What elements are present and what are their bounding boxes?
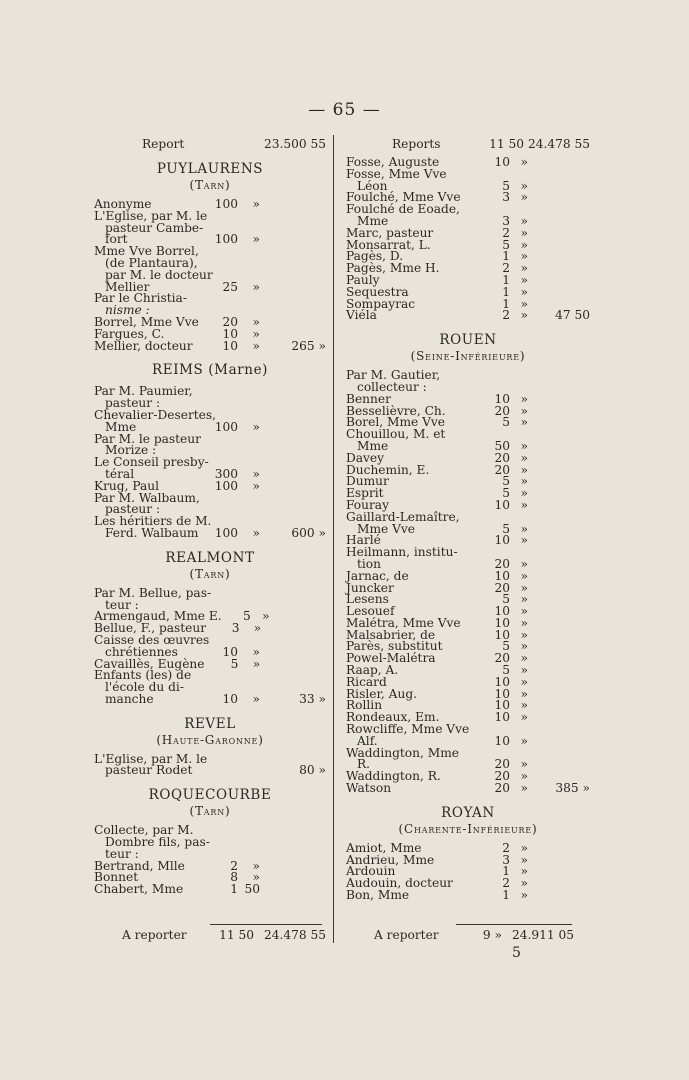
entry-name: pasteur Cambe-: [105, 220, 204, 235]
entry-cents: »: [520, 438, 528, 453]
report-label: Reports: [392, 137, 441, 151]
entry-name: Borrel, Mme Vve: [94, 314, 199, 329]
report-label: Report: [142, 137, 185, 151]
entry-row: [346, 724, 590, 736]
entry-name: nisme :: [105, 303, 150, 318]
entry-name: Par M. Bellue, pas-: [94, 585, 212, 600]
entry-row: [346, 686, 590, 701]
entry-name: Ferd. Walbaum: [105, 525, 199, 540]
entry-amount: 20: [494, 403, 510, 418]
entry-name: Heilmann, institu-: [346, 545, 458, 560]
entry-cents: »: [252, 279, 260, 294]
entry-name: Sompayrac: [346, 296, 416, 311]
left-column: [94, 137, 326, 896]
entry-amount: 1: [230, 882, 238, 897]
entry-amount: 2: [502, 876, 510, 891]
entry-amount: 20: [494, 651, 510, 666]
section-title: PUYLAURENS: [156, 161, 264, 177]
section-total: 80 »: [299, 763, 326, 778]
entry-name: Marc, pasteur: [346, 225, 434, 240]
entry-name: Mme: [105, 419, 137, 434]
entry-name: Monsarrat, L.: [346, 237, 431, 252]
section-total: 47 50: [555, 308, 590, 323]
section-total: 385 »: [555, 781, 590, 796]
entry-cents: »: [520, 474, 528, 489]
entry-cents: »: [520, 888, 528, 903]
report-row: [346, 137, 590, 151]
entry-cents: »: [252, 478, 260, 493]
entry-amount: 10: [494, 733, 510, 748]
entry-cents: »: [520, 225, 528, 240]
section-title: REALMONT: [165, 549, 255, 566]
entry-amount: 5: [502, 521, 510, 536]
entry-amount: 1: [502, 864, 510, 879]
entry-cents: »: [520, 615, 528, 630]
entry-name: teur :: [105, 846, 139, 861]
entry-cents: »: [252, 691, 260, 706]
entry-row: [346, 263, 590, 275]
entry-cents: »: [262, 609, 270, 624]
entry-amount: 10: [494, 533, 510, 548]
section-subtitle: (Tarn): [189, 566, 231, 581]
entry-name: Alf.: [357, 733, 378, 748]
entry-cents: »: [252, 197, 260, 211]
report-total: 24.478 55: [527, 137, 590, 151]
right-footer: [374, 928, 574, 942]
entry-name: Par M. Walbaum,: [94, 490, 200, 505]
entry-name: Rondeaux, Em.: [346, 710, 440, 725]
footer-subtotal: 11 50: [219, 928, 254, 942]
entry-cents: »: [252, 870, 260, 885]
entry-name: Dombre fils, pas-: [105, 835, 210, 850]
entry-name: Léon: [357, 178, 388, 193]
entry-row: [346, 296, 590, 311]
entry-name: par M. le docteur: [105, 267, 213, 282]
entry-cents: »: [520, 155, 528, 169]
entry-amount: 5: [502, 592, 510, 607]
entry-name: Chevalier-Desertes,: [94, 407, 217, 422]
entry-amount: 20: [494, 556, 510, 571]
entry-amount: 5: [502, 237, 510, 252]
right-sections: [346, 157, 590, 902]
entry-cents: »: [520, 486, 528, 501]
section-subtitle: (Seine-Inférieure): [410, 349, 526, 364]
entry-name: Enfants (les) de: [94, 668, 192, 683]
entry-name: Le Conseil presby-: [94, 455, 209, 470]
entry-amount: 1: [502, 272, 510, 287]
entry-amount: 5: [230, 656, 239, 671]
entry-cents: »: [252, 314, 260, 329]
entry-cents: »: [252, 525, 260, 540]
entry-amount: 20: [494, 580, 510, 595]
right-column: [346, 137, 590, 902]
section: [346, 157, 590, 322]
entry-row: [94, 691, 326, 706]
entry-amount: 2: [502, 840, 510, 855]
entry-name: chrétiennes: [105, 644, 178, 659]
entry-amount: 10: [222, 644, 238, 659]
entry-amount: 10: [494, 615, 510, 630]
entry-cents: »: [520, 733, 528, 748]
entry-amount: 100: [214, 419, 238, 434]
entry-name: Malétra, Mme Vve: [346, 615, 461, 630]
entry-cents: »: [520, 533, 528, 548]
entry-amount: 1: [502, 296, 510, 311]
entry-name: Fosse, Auguste: [346, 155, 440, 169]
entry-cents: »: [252, 232, 260, 247]
entry-name: Benner: [346, 391, 391, 406]
entry-cents: »: [520, 261, 528, 276]
entry-name: R.: [357, 757, 371, 772]
entry-cents: »: [520, 876, 528, 891]
entry-cents: »: [520, 415, 528, 430]
section: [94, 787, 326, 896]
entry-name: Audouin, docteur: [346, 876, 453, 891]
entry-cents: »: [520, 391, 528, 406]
entry-cents: »: [252, 644, 260, 659]
entry-amount: 5: [502, 178, 510, 193]
entry-cents: »: [520, 840, 528, 855]
entry-amount: 10: [494, 497, 510, 512]
entry-cents: »: [252, 326, 260, 341]
entry-amount: 1: [502, 888, 510, 903]
entry-name: Powel-Malétra: [346, 651, 436, 666]
entry-amount: 20: [494, 757, 510, 772]
entry-cents: »: [252, 338, 260, 353]
entry-name: Mellier: [105, 279, 150, 294]
entry-name: Mme: [357, 213, 389, 228]
entry-cents: »: [252, 466, 260, 481]
entry-name: Waddington, Mme: [346, 745, 459, 760]
entry-name: Duchemin, E.: [346, 462, 430, 477]
entry-name: Par M. Paumier,: [94, 384, 193, 399]
entry-row: [94, 220, 326, 235]
entry-name: teur :: [105, 597, 139, 612]
entry-amount: 10: [494, 698, 510, 713]
entry-name: Jarnac, de: [346, 568, 409, 583]
footer-label: A reporter: [374, 928, 439, 942]
entry-amount: 2: [502, 261, 510, 276]
entry-amount: 10: [494, 604, 510, 619]
entry-amount: 20: [222, 314, 238, 329]
footer-total: 24.911 05: [511, 928, 574, 942]
entry-name: Foulché de Eoade,: [346, 202, 460, 217]
entry-cents: »: [520, 284, 528, 299]
entry-name: Andrieu, Mme: [346, 852, 435, 867]
entry-name: Bon, Mme: [346, 888, 410, 903]
entry-name: Chouillou, M. et: [346, 427, 446, 442]
report-total: 23.500 55: [263, 137, 326, 151]
entry-row: [346, 521, 590, 536]
entry-amount: 5: [502, 639, 510, 654]
entry-name: Par M. Gautier,: [346, 368, 441, 383]
entry-name: Juncker: [346, 580, 394, 595]
entry-cents: »: [252, 858, 260, 873]
entry-name: Risler, Aug.: [346, 686, 417, 701]
entry-cents: »: [520, 674, 528, 689]
entry-amount: 5: [502, 474, 510, 489]
entry-cents: »: [520, 296, 528, 311]
section: [94, 716, 326, 778]
entry-cents: »: [520, 272, 528, 287]
entry-name: téral: [105, 466, 135, 481]
entry-name: Les héritiers de M.: [94, 514, 212, 529]
entry-amount: 3: [502, 213, 510, 228]
entry-cents: »: [520, 580, 528, 595]
entry-name: Fargues, C.: [94, 326, 165, 341]
entry-row: [346, 745, 590, 760]
entry-cents: »: [520, 178, 528, 193]
entry-amount: 25: [222, 279, 238, 294]
entry-name: Borel, Mme Vve: [346, 415, 445, 430]
section: [346, 332, 590, 795]
entry-name: L'Eglise, par M. le: [94, 208, 208, 223]
total-rule: [456, 924, 572, 925]
left-sections: [94, 161, 326, 896]
entry-amount: 100: [214, 525, 238, 540]
entry-name: Bonnet: [94, 870, 139, 885]
section-title: REVEL: [184, 715, 236, 732]
section: [94, 161, 326, 352]
page-number: — 65 —: [308, 100, 381, 120]
entry-name: Rollin: [346, 698, 383, 713]
entry-amount: 1: [502, 284, 510, 299]
entry-amount: 100: [214, 478, 238, 493]
entry-amount: 10: [494, 710, 510, 725]
entry-name: Malsabrier, de: [346, 627, 436, 642]
entry-amount: 10: [494, 391, 510, 406]
section: [346, 805, 590, 902]
entry-row: [94, 525, 326, 540]
entry-name: Pauly: [346, 272, 380, 287]
entry-cents: »: [520, 769, 528, 784]
entry-name: Ricard: [346, 674, 387, 689]
entry-amount: 2: [502, 225, 510, 240]
section-subtitle: (Tarn): [189, 178, 231, 192]
entry-cents: »: [253, 621, 262, 636]
total-rule: [210, 924, 322, 925]
entry-cents: »: [520, 556, 528, 571]
entry-amount: 5: [502, 486, 510, 501]
entry-cents: 50: [244, 882, 260, 897]
entry-name: pasteur Rodet: [105, 763, 193, 778]
entry-name: Mellier, docteur: [94, 338, 193, 353]
section-subtitle: (Charente-Inférieure): [398, 821, 538, 836]
entry-cents: »: [520, 497, 528, 512]
entry-name: Bertrand, Mlle: [94, 858, 185, 873]
entry-name: Viéla: [346, 308, 377, 323]
entry-cents: »: [520, 757, 528, 772]
entry-cents: »: [520, 852, 528, 867]
entry-name: Caisse des œuvres: [94, 632, 210, 647]
entry-name: pasteur :: [105, 396, 161, 411]
entry-name: Lesouef: [346, 604, 395, 619]
entry-name: Chabert, Mme: [94, 882, 184, 897]
entry-name: Mme Vve: [357, 521, 416, 536]
entry-amount: 3: [231, 621, 240, 636]
section: [94, 550, 326, 706]
entry-name: Armengaud, Mme E.: [94, 609, 222, 624]
entry-cents: »: [520, 604, 528, 619]
entry-name: Mme: [357, 438, 389, 453]
entry-cents: »: [252, 419, 260, 434]
entry-amount: 1: [502, 249, 510, 264]
entry-amount: 10: [222, 338, 238, 353]
entry-cents: »: [252, 656, 261, 671]
entry-cents: »: [520, 403, 528, 418]
entry-amount: 300: [214, 466, 238, 481]
entry-cents: »: [520, 213, 528, 228]
entry-amount: 5: [502, 663, 510, 678]
entry-name: Pagès, Mme H.: [346, 261, 440, 276]
entry-cents: »: [520, 864, 528, 879]
entry-row: [346, 547, 590, 559]
entry-amount: 3: [502, 852, 510, 867]
entry-name: Rowcliffe, Mme Vve: [346, 722, 470, 737]
entry-amount: 20: [494, 462, 510, 477]
entry-name: Fouray: [346, 497, 389, 512]
entry-name: Gaillard-Lemaître,: [346, 509, 460, 524]
entry-name: (de Plantaura),: [105, 255, 198, 270]
entry-amount: 10: [222, 691, 238, 706]
entry-cents: »: [520, 521, 528, 536]
entry-cents: »: [520, 663, 528, 678]
entry-name: Cavaillès, Eugène: [94, 656, 205, 671]
entry-cents: »: [520, 462, 528, 477]
entry-cents: »: [520, 249, 528, 264]
entry-row: [94, 338, 326, 353]
section-title: ROQUECOURBE: [148, 787, 272, 804]
entry-amount: 10: [494, 627, 510, 642]
entry-name: Amiot, Mme: [346, 840, 422, 855]
entry-name: Bellue, F., pasteur: [94, 621, 207, 636]
entry-name: collecteur :: [357, 379, 427, 394]
section-subtitle: (Tarn): [189, 804, 231, 819]
signature-mark: 5: [512, 945, 521, 961]
entry-amount: 10: [494, 155, 510, 169]
entry-amount: 50: [494, 438, 510, 453]
entry-name: Lesens: [346, 592, 389, 607]
entry-name: Collecte, par M.: [94, 823, 194, 838]
section-title: ROYAN: [441, 804, 495, 821]
entry-cents: »: [520, 639, 528, 654]
entry-cents: »: [520, 190, 528, 205]
section: [94, 362, 326, 539]
entry-cents: »: [520, 686, 528, 701]
entry-cents: »: [520, 568, 528, 583]
entry-name: manche: [105, 691, 154, 706]
entry-amount: 2: [230, 858, 238, 873]
entry-cents: »: [520, 710, 528, 725]
entry-name: Ardouin: [346, 864, 396, 879]
section-total: 265 »: [291, 338, 326, 353]
entry-name: Parès, substitut: [346, 639, 443, 654]
entry-amount: 20: [494, 769, 510, 784]
entry-row: [346, 310, 590, 322]
entry-name: Sequestra: [346, 284, 409, 299]
entry-amount: 10: [494, 568, 510, 583]
entry-cents: »: [520, 308, 528, 323]
entry-row: [346, 783, 590, 795]
entry-name: pasteur :: [105, 502, 161, 517]
entry-cents: »: [520, 450, 528, 465]
entry-name: tion: [357, 556, 381, 571]
entry-amount: 2: [502, 308, 510, 323]
entry-row: [346, 890, 590, 902]
entry-name: fort: [105, 232, 128, 247]
entry-name: l'école du di-: [105, 680, 184, 695]
entry-cents: »: [520, 781, 528, 796]
column-divider: [333, 135, 334, 943]
entry-cents: »: [520, 698, 528, 713]
entry-amount: 100: [214, 197, 238, 211]
entry-amount: 8: [230, 870, 238, 885]
entry-amount: 100: [214, 232, 238, 247]
entry-name: L'Eglise, par M. le: [94, 751, 208, 766]
entry-name: Pagès, D.: [346, 249, 404, 264]
entry-name: Krug, Paul: [94, 478, 159, 493]
entry-name: Davey: [346, 450, 385, 465]
entry-name: Dumur: [346, 474, 389, 489]
entry-name: Mme Vve Borrel,: [94, 244, 199, 259]
entry-cents: »: [520, 627, 528, 642]
entry-name: Foulché, Mme Vve: [346, 190, 461, 205]
section-total: 600 »: [291, 525, 326, 540]
entry-name: Esprit: [346, 486, 384, 501]
entry-name: Watson: [346, 781, 392, 796]
entry-name: Par M. le pasteur: [94, 431, 201, 446]
entry-amount: 10: [494, 686, 510, 701]
entry-name: Morize :: [105, 443, 157, 458]
entry-amount: 10: [494, 674, 510, 689]
entry-amount: 10: [222, 326, 238, 341]
entry-row: [94, 884, 326, 896]
section-subtitle: (Haute-Garonne): [156, 732, 264, 747]
entry-row: [94, 765, 326, 777]
entry-name: Besselièvre, Ch.: [346, 403, 446, 418]
entry-amount: 20: [494, 781, 510, 796]
entry-amount: 20: [494, 450, 510, 465]
section-title: ROUEN: [439, 332, 497, 349]
entry-cents: »: [520, 651, 528, 666]
entry-name: Fosse, Mme Vve: [346, 166, 447, 181]
entry-amount: 3: [502, 190, 510, 205]
left-footer: [122, 928, 326, 942]
entry-amount: 5: [502, 415, 510, 430]
entry-name: Waddington, R.: [346, 769, 441, 784]
entry-name: Harlé: [346, 533, 381, 548]
report-subtotal: 11 50: [489, 137, 524, 151]
footer-label: A reporter: [122, 928, 187, 942]
section-total: 33 »: [299, 691, 326, 706]
footer-total: 24.478 55: [263, 928, 326, 942]
section-title: REIMS (Marne): [151, 362, 269, 379]
entry-cents: »: [520, 592, 528, 607]
footer-subtotal: 9 »: [482, 928, 502, 942]
entry-amount: 5: [242, 609, 251, 624]
entry-cents: »: [520, 237, 528, 252]
entry-name: Par le Christia-: [94, 291, 187, 306]
entry-name: Anonyme: [94, 197, 152, 211]
entry-name: Raap, A.: [346, 663, 399, 678]
report-row: [94, 137, 326, 151]
